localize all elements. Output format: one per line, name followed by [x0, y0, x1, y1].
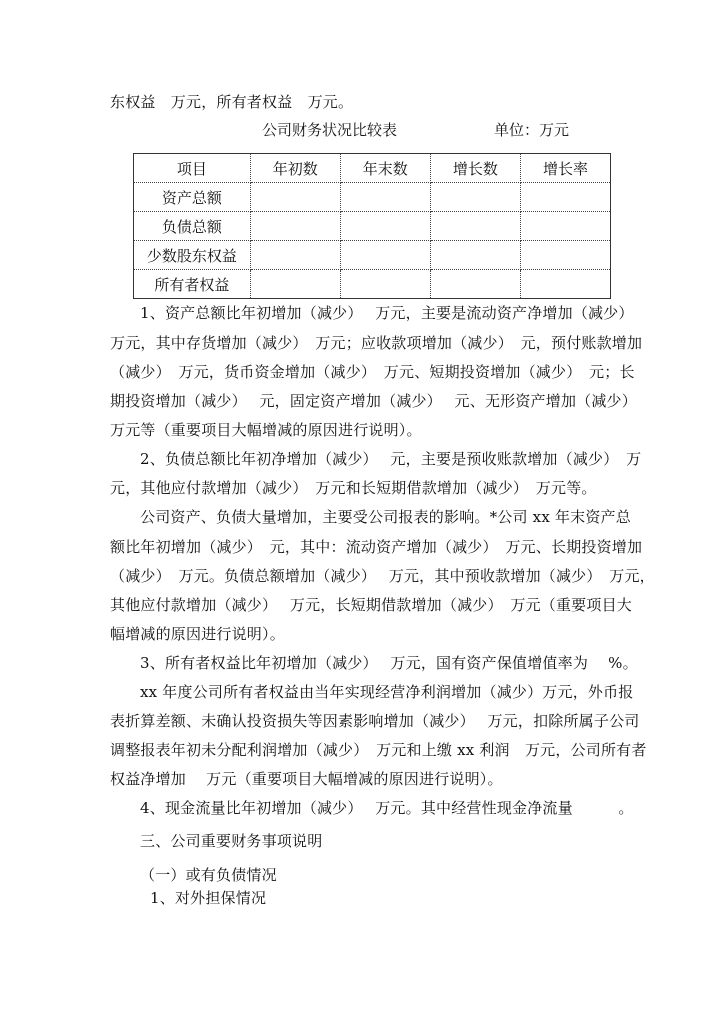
paragraph-line: 额比年初增加（减少） 元，其中：流动资产增加（减少） 万元、长期投资增加: [110, 538, 643, 556]
table-cell: [250, 270, 340, 299]
row-label: 所有者权益: [134, 270, 251, 299]
paragraph-line: 调整报表年初未分配利润增加（减少） 万元和上缴 xx 利润 万元，公司所有者: [110, 741, 647, 759]
table-header-row: [134, 154, 611, 183]
table-cell: [340, 270, 430, 299]
paragraph-line: （减少） 万元，货币资金增加（减少） 万元、短期投资增加（减少） 元；长: [110, 363, 635, 381]
paragraph-line: 4、现金流量比年初增加（减少） 万元。其中经营性现金净流量 。: [140, 799, 634, 817]
table-cell: [340, 183, 430, 212]
paragraph-line: 期投资增加（减少） 元，固定资产增加（减少） 元、无形资产增加（减少）: [110, 392, 637, 410]
table-cell: [340, 212, 430, 241]
paragraph-line: 权益净增加 万元（重要项目大幅增减的原因进行说明）。: [110, 770, 503, 788]
paragraph-line: 其他应付款增加（减少） 万元，长短期借款增加（减少） 万元（重要项目大: [110, 596, 632, 614]
table-cell: [520, 183, 610, 212]
table-cell: [520, 270, 610, 299]
table-caption: 公司财务状况比较表: [262, 121, 398, 139]
item-heading: 1、对外担保情况: [150, 889, 267, 907]
table-cell: [520, 241, 610, 270]
header-closing: 年末数: [340, 154, 430, 183]
header-growth: 增长数: [430, 154, 520, 183]
table-cell: [250, 241, 340, 270]
table-cell: [430, 241, 520, 270]
table-row: [134, 241, 611, 270]
paragraph-line: 3、所有者权益比年初增加（减少） 万元，国有资产保值增值率为 %。: [140, 654, 638, 672]
paragraph-line: 2、负债总额比年初净增加（减少） 元，主要是预收账款增加（减少） 万: [140, 450, 642, 468]
paragraph-line: 表折算差额、未确认投资损失等因素影响增加（减少） 万元，扣除所属子公司: [110, 712, 640, 730]
paragraph-line: 万元，其中存货增加（减少） 万元；应收款项增加（减少） 元，预付账款增加: [110, 334, 643, 352]
paragraph-line: 幅增减的原因进行说明）。: [110, 625, 285, 643]
table-cell: [430, 212, 520, 241]
paragraph-line: 公司资产、负债大量增加，主要受公司报表的影响。*公司 xx 年末资产总: [140, 508, 631, 526]
header-growth-rate: 增长率: [520, 154, 610, 183]
paragraph-line: 1、资产总额比年初增加（减少） 万元，主要是流动资产净增加（减少）: [140, 304, 634, 322]
paragraph-line: （减少） 万元。负债总额增加（减少） 万元，其中预收款增加（减少） 万元，: [110, 567, 655, 585]
row-label: 负债总额: [134, 212, 251, 241]
paragraph-line: 元，其他应付款增加（减少） 万元和长短期借款增加（减少） 万元等。: [110, 479, 597, 497]
header-item: 项目: [134, 154, 251, 183]
paragraph-line: xx 年度公司所有者权益由当年实现经营净利润增加（减少）万元，外币报: [140, 683, 634, 701]
table-row: [134, 212, 611, 241]
table-cell: [250, 212, 340, 241]
row-label: 少数股东权益: [134, 241, 251, 270]
table-cell: [520, 212, 610, 241]
section-heading: 三、公司重要财务事项说明: [140, 832, 323, 850]
header-opening: 年初数: [250, 154, 340, 183]
table-row: [134, 183, 611, 212]
financial-comparison-table: [133, 153, 611, 299]
paragraph-line: 万元等（重要项目大幅增减的原因进行说明）。: [110, 421, 422, 439]
table-row: [134, 270, 611, 299]
table-cell: [430, 183, 520, 212]
table-cell: [250, 183, 340, 212]
table-cell: [340, 241, 430, 270]
subsection-heading: （一）或有负债情况: [140, 866, 277, 884]
table-unit: 单位：万元: [494, 121, 570, 139]
row-label: 资产总额: [134, 183, 251, 212]
table-cell: [430, 270, 520, 299]
top-line: 东权益 万元，所有者权益 万元。: [110, 93, 354, 111]
